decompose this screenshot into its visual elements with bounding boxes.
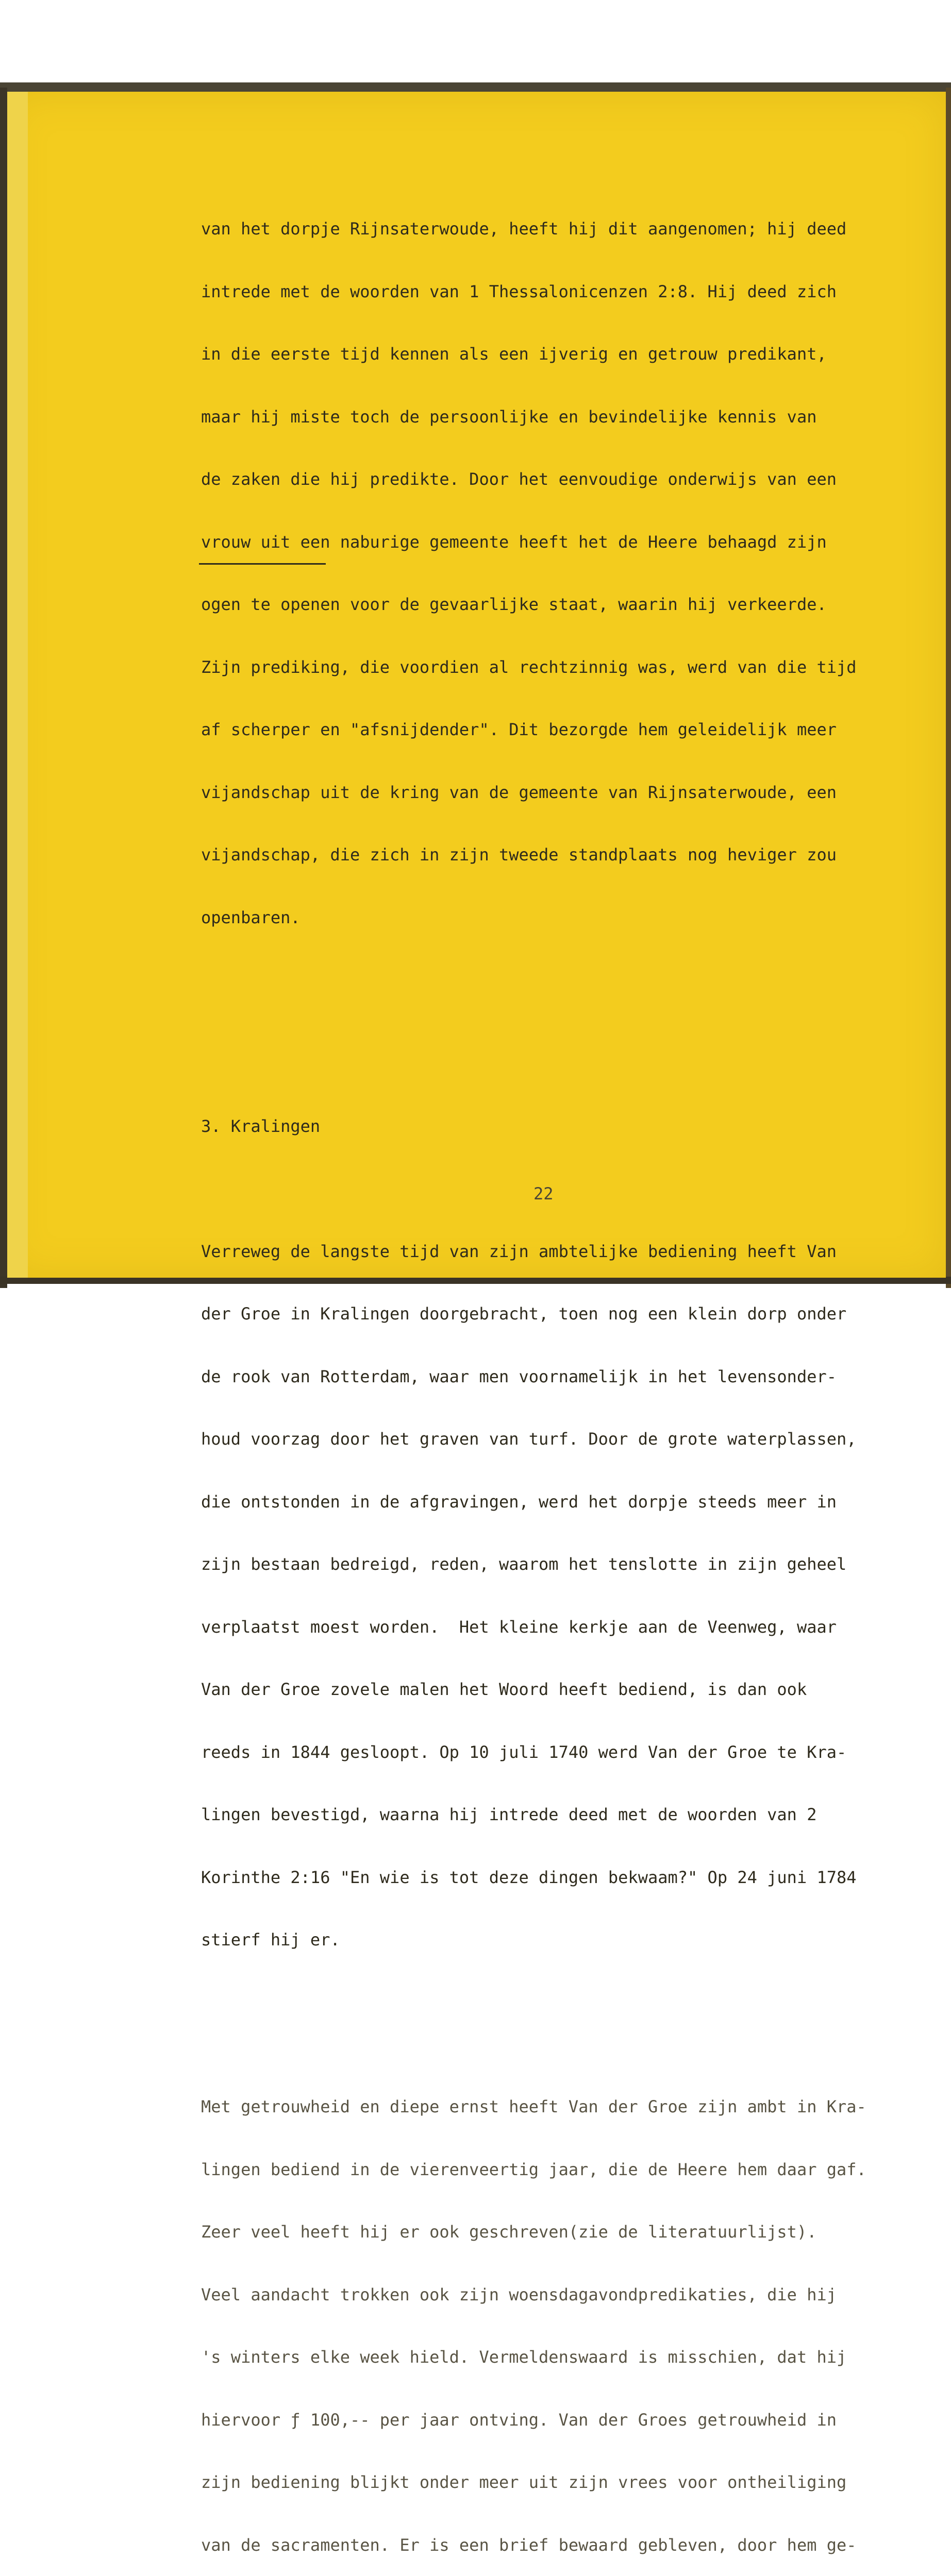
- text-line: intrede met de woorden van 1 Thessalonicenzen 2:8. Hij deed zich: [201, 281, 837, 301]
- text-line: stierf hij er.: [201, 1930, 340, 1950]
- paragraph-getrouwheid: [201, 2055, 933, 2576]
- text-line: de rook van Rotterdam, waar men voornamelijk in het levensonder-: [201, 1366, 837, 1386]
- typewritten-text: [201, 135, 933, 2576]
- text-line: Zeer veel heeft hij er ook geschreven(zie de literatuurlijst).: [201, 2222, 817, 2242]
- text-line: vijandschap uit de kring van de gemeente van Rijnsaterwoude, een: [201, 782, 837, 802]
- scan-border-left: [0, 88, 7, 1288]
- text-line: lingen bediend in de vierenveertig jaar, die de Heere hem daar gaf.: [201, 2159, 866, 2179]
- page-number: 22: [533, 1184, 554, 1204]
- text-line: zijn bestaan bedreigd, reden, waarom het tenslotte in zijn geheel: [201, 1554, 847, 1574]
- text-line: Zijn prediking, die voordien al rechtzinnig was, werd van die tijd: [201, 657, 857, 677]
- text-line: vijandschap, die zich in zijn tweede standplaats nog heviger zou: [201, 845, 837, 865]
- text-line: de zaken die hij predikte. Door het eenvoudige onderwijs van een: [201, 469, 837, 489]
- section-heading-line: [201, 1116, 933, 1137]
- paragraph-rijnsaterwoude: [201, 177, 933, 970]
- text-line: maar hij miste toch de persoonlijke en bevindelijke kennis van: [201, 406, 817, 427]
- text-line: verplaatst moest worden. Het kleine kerkje aan de Veenweg, waar: [201, 1617, 837, 1637]
- text-line: af scherper en "afsnijdender". Dit bezorgde hem geleidelijk meer: [201, 720, 837, 739]
- section-heading: 3. Kralingen: [201, 1116, 321, 1136]
- text-line: vrouw uit een naburige gemeente heeft het de Heere behaagd zijn: [201, 532, 827, 552]
- text-line: die ontstonden in de afgravingen, werd het dorpje steeds meer in: [201, 1492, 837, 1512]
- text-line: lingen bevestigd, waarna hij intrede deed met de woorden van 2: [201, 1805, 817, 1824]
- scan-border-right: [946, 88, 951, 1288]
- text-line: openbaren.: [201, 907, 301, 927]
- text-line: Met getrouwheid en diepe ernst heeft Van der Groe zijn ambt in Kra-: [201, 2097, 866, 2116]
- text-line: houd voorzag door het graven van turf. Door de grote waterplassen,: [201, 1429, 857, 1449]
- text-line: 's winters elke week hield. Vermeldenswaard is misschien, dat hij: [201, 2347, 847, 2367]
- text-line: Van der Groe zovele malen het Woord heeft bediend, is dan ook: [201, 1680, 807, 1699]
- text-line: in die eerste tijd kennen als een ijverig en getrouw predikant,: [201, 344, 827, 364]
- blank-line: [201, 1032, 933, 1054]
- paper-edge-strip: [7, 92, 28, 1278]
- text-line: hiervoor ƒ 100,-- per jaar ontving. Van der Groes getrouwheid in: [201, 2410, 837, 2430]
- text-line: Verreweg de langste tijd van zijn ambtelijke bediening heeft Van: [201, 1241, 837, 1261]
- text-line: der Groe in Kralingen doorgebracht, toen nog een klein dorp onder: [201, 1304, 847, 1324]
- text-line: ogen te openen voor de gevaarlijke staat, waarin hij verkeerde.: [201, 595, 827, 614]
- text-line: van het dorpje Rijnsaterwoude, heeft hij dit aangenomen; hij deed: [201, 219, 847, 239]
- paragraph-kralingen: [201, 1199, 933, 1992]
- text-line: van de sacramenten. Er is een brief bewaard gebleven, door hem ge-: [201, 2535, 857, 2555]
- text-line: Veel aandacht trokken ook zijn woensdagavondpredikaties, die hij: [201, 2284, 837, 2304]
- text-line: reeds in 1844 gesloopt. Op 10 juli 1740 werd Van der Groe te Kra-: [201, 1742, 847, 1762]
- text-line: Korinthe 2:16 "En wie is tot deze dingen bekwaam?" Op 24 juni 1784: [201, 1867, 857, 1887]
- text-line: zijn bediening blijkt onder meer uit zijn vrees voor ontheiliging: [201, 2472, 847, 2492]
- heading-underline: [199, 563, 326, 565]
